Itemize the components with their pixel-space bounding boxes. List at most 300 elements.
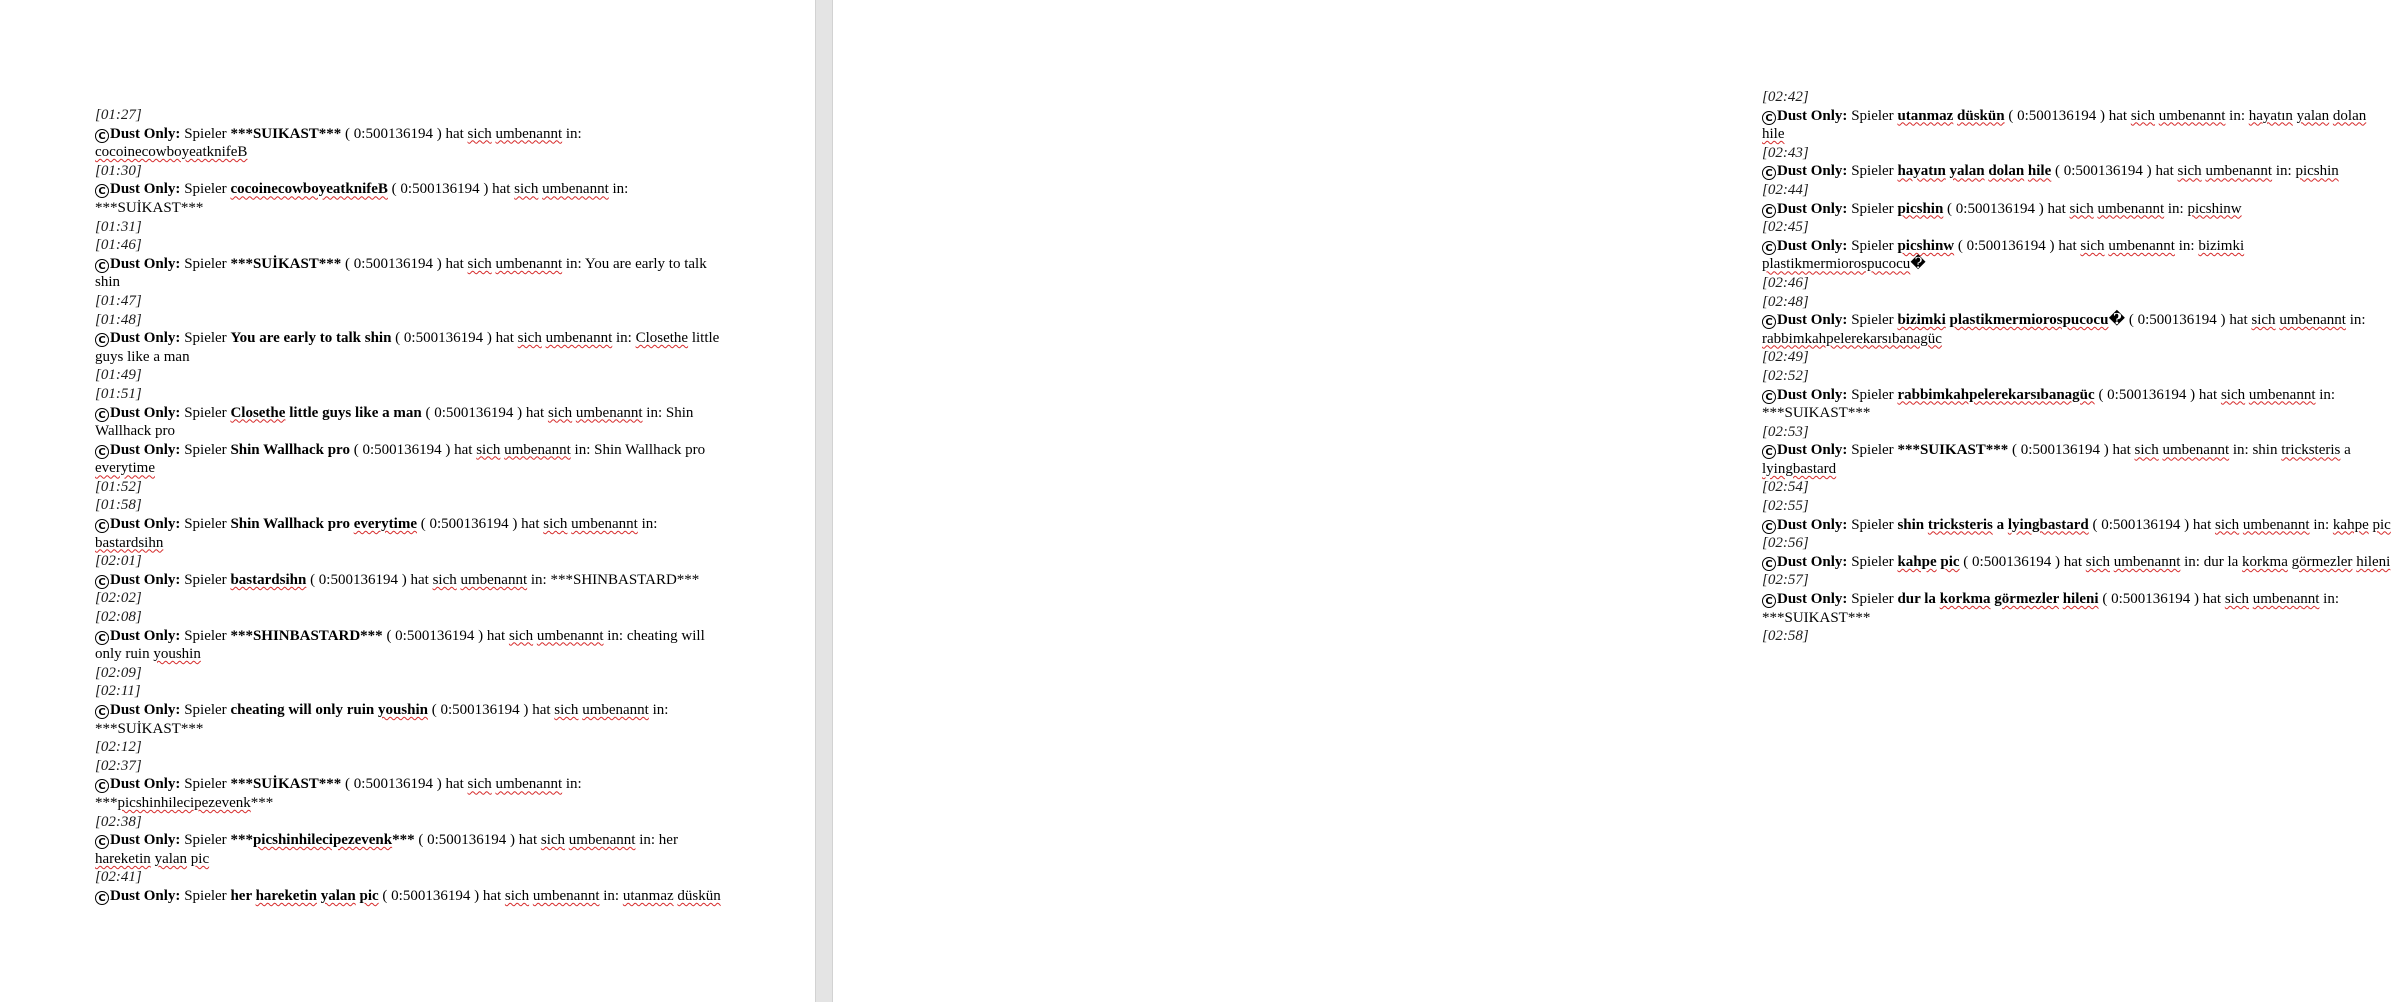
name-text: ***SHINBASTARD*** [230,627,383,644]
misspelled-word: umbenannt [2097,200,2165,217]
misspelled-word: utanmaz [622,887,674,904]
misspelled-word: hile [1762,126,1785,143]
misspelled-word: bastardsihn [95,534,164,551]
player-id: ( 0:500136194 ) [1963,553,2060,570]
misspelled-word: sich [514,181,539,198]
name-text: her [230,887,256,904]
misspelled-word: sich [2220,386,2246,403]
server-label: Dust Only: [1777,200,1848,217]
name-text: � [2108,312,2126,329]
misspelled-word: kahpe [2332,516,2369,533]
log-entry [1762,553,2392,572]
name-text: ***SHINBASTARD*** [550,571,700,588]
player-id: ( 0:500136194 ) [345,125,442,142]
player-word: Spieler [1851,200,1894,217]
name-text: little guys like a man [95,330,720,365]
in-word: in: [565,125,582,142]
verb-word: hat [532,702,551,718]
name-text: Shin Wallhack pro [594,441,706,458]
server-label: Dust Only: [110,255,181,272]
server-label: Dust Only: [1777,591,1848,608]
misspelled-word: umbenannt [2205,163,2273,180]
misspelled-word: umbenannt [542,181,609,198]
log-entry [95,571,725,590]
name-text: shin [1897,516,1928,533]
timestamp: [01:48] [95,311,142,328]
cs-logo-icon: C [1762,557,1776,571]
misspelled-word: utanmaz [1897,107,1954,124]
verb-word: hat [482,887,502,904]
in-word: in: [574,441,591,458]
server-label: Dust Only: [110,330,181,347]
player-word: Spieler [184,181,227,198]
player-word: Spieler [1851,386,1894,403]
cs-logo-icon: C [1762,204,1776,218]
timestamp: [02:56] [1762,535,1809,552]
player-id: ( 0:500136194 ) [1947,200,2044,217]
player-id: ( 0:500136194 ) [310,571,407,588]
verb-word: hat [445,125,464,142]
misspelled-word: umbenannt [2252,591,2320,608]
player-id: ( 0:500136194 ) [2092,516,2190,533]
timestamp: [01:51] [95,385,142,402]
misspelled-word: bizimki [2198,237,2245,254]
log-entry [95,329,725,366]
verb-word: hat [2047,200,2066,217]
server-label: Dust Only: [1777,386,1848,403]
server-label: Dust Only: [1777,163,1848,180]
misspelled-word: hileni [2062,591,2099,608]
verb-word: hat [495,330,514,347]
name-text: ***SUIKAST*** [1897,442,2009,459]
misspelled-word: tricksteris [1927,516,1993,533]
name-text: Shin Wallhack pro [95,404,694,440]
player-word: Spieler [1851,591,1894,608]
player-id: ( 0:500136194 ) [2102,591,2199,608]
log-entry [1762,311,2392,348]
name-text: ***SUİKAST*** [230,776,342,793]
misspelled-word: sich [2214,516,2240,533]
player-id: ( 0:500136194 ) [418,832,516,849]
log-entry [95,627,725,664]
in-word: in: [639,832,656,849]
player-word: Spieler [1851,163,1894,180]
player-id: ( 0:500136194 ) [345,776,442,793]
timestamp: [02:55] [1762,498,1809,515]
verb-word: hat [2112,442,2131,459]
cs-logo-icon: C [95,445,109,459]
misspelled-word: sich [543,516,568,533]
player-id: ( 0:500136194 ) [382,887,480,904]
timestamp: [02:46] [1762,274,1809,291]
server-label: Dust Only: [1777,107,1848,124]
name-text: ***SUIKAST*** [1762,405,1871,422]
misspelled-word: dolan [2332,107,2367,124]
name-text: ***SUİKAST*** [230,255,342,272]
cs-logo-icon: C [95,519,109,533]
log-entry [1762,107,2392,144]
misspelled-word: umbenannt [545,330,613,347]
player-word: Spieler [1851,516,1894,533]
player-word: Spieler [184,125,227,142]
misspelled-word: hareketin [255,887,317,904]
in-word: in: [2313,516,2330,533]
verb-word: hat [525,404,545,421]
timestamp: [01:58] [95,497,142,514]
misspelled-word: umbenannt [568,832,636,849]
misspelled-word: umbenannt [2162,442,2230,459]
cs-logo-icon: C [1762,390,1776,404]
verb-word: hat [486,627,506,644]
misspelled-word: sich [540,832,566,849]
misspelled-word: Closethe [230,404,286,421]
cs-logo-icon: C [1762,445,1776,459]
timestamp: [01:46] [95,237,142,254]
misspelled-word: picshinw [2187,200,2242,217]
timestamp: [02:37] [95,757,142,774]
verb-word: hat [2063,553,2083,570]
timestamp: [02:09] [95,664,142,681]
log-entry [95,404,725,441]
misspelled-word: korkma [1939,591,1991,608]
in-word: in: [2167,200,2184,217]
server-label: Dust Only: [1777,312,1848,329]
name-text: cheating will only ruin [95,627,705,663]
misspelled-word: sich [2080,237,2105,254]
timestamp: [02:52] [1762,367,1809,384]
name-text: dur la [2203,553,2243,570]
player-id: ( 0:500136194 ) [1957,237,2055,254]
server-label: Dust Only: [110,832,181,849]
misspelled-word: umbenannt [532,887,600,904]
misspelled-word: youshin [377,702,429,718]
log-entry [95,255,725,292]
server-label: Dust Only: [110,125,181,142]
misspelled-word: sich [2134,442,2159,459]
in-word: in: [612,181,629,198]
player-word: Spieler [184,404,227,421]
misspelled-word: umbenannt [495,125,563,142]
document-page-left [0,0,815,1002]
misspelled-word: everytime [95,460,155,477]
misspelled-word: Closethe [635,330,689,347]
misspelled-word: umbenannt [2279,312,2346,329]
misspelled-word: yalan [1949,163,1985,180]
cs-logo-icon: C [1762,166,1776,180]
misspelled-word: bastardsihn [230,571,307,588]
misspelled-word: umbenannt [2242,516,2310,533]
in-word: in: [603,887,620,904]
player-word: Spieler [1851,107,1894,124]
player-id: ( 0:500136194 ) [345,255,442,272]
server-label: Dust Only: [110,404,181,421]
player-word: Spieler [184,516,227,533]
verb-word: hat [518,832,538,849]
log-entry [1762,516,2392,535]
log-entry [95,441,725,478]
player-id: ( 0:500136194 ) [431,702,529,718]
timestamp: [02:45] [1762,219,1809,236]
player-word: Spieler [184,702,227,718]
player-id: ( 0:500136194 ) [420,516,518,533]
server-label: Dust Only: [110,516,181,533]
misspelled-word: lyingbastard [1762,460,1837,477]
timestamp: [02:12] [95,739,142,756]
timestamp: [02:38] [95,813,142,830]
name-text: ***SUIKAST*** [230,125,342,142]
log-entry [95,831,725,868]
misspelled-word: bizimki [1897,312,1946,329]
in-word: in: [646,404,663,421]
name-text: ***SUİKAST*** [95,199,204,216]
timestamp: [01:52] [95,478,142,495]
name-text: *** [250,794,274,811]
server-label: Dust Only: [110,702,181,718]
in-word: in: [2323,591,2339,608]
in-word: in: [565,255,582,272]
name-text: little guys like a man [285,404,422,421]
misspelled-word: yalan [154,850,188,867]
log-entry [95,701,725,738]
timestamp: [02:57] [1762,572,1809,589]
misspelled-word: hileni [2356,553,2391,570]
misspelled-word: kahpe [1897,553,1937,570]
chat-log-column-right [1762,88,2392,646]
misspelled-word: yalan [2296,107,2330,124]
misspelled-word: korkma [2242,553,2288,570]
misspelled-word: picshinhilecipezevenk [117,794,251,811]
misspelled-word: picshin [1897,200,1944,217]
cs-logo-icon: C [95,835,109,849]
verb-word: hat [2229,312,2248,329]
log-entry [95,775,725,812]
player-id: ( 0:500136194 ) [425,404,523,421]
misspelled-word: cocoinecowboyeatknifeB [230,181,388,198]
name-text: shin [2252,442,2282,459]
server-label: Dust Only: [1777,237,1848,254]
misspelled-word: sich [508,627,534,644]
player-id: ( 0:500136194 ) [2098,386,2196,403]
log-entry [1762,590,2392,627]
misspelled-word: sich [517,330,542,347]
misspelled-word: picshinhilecipezevenk [252,832,393,849]
player-word: Spieler [184,571,227,588]
timestamp: [02:11] [95,683,141,700]
player-word: Spieler [1851,312,1894,329]
misspelled-word: tricksteris [2281,442,2341,459]
in-word: in: [2178,237,2195,254]
misspelled-word: sich [467,125,492,142]
misspelled-word: hile [2027,163,2052,180]
cs-logo-icon: C [1762,241,1776,255]
verb-word: hat [521,516,540,533]
timestamp: [02:58] [1762,628,1809,645]
server-label: Dust Only: [1777,516,1848,533]
name-text: Shin Wallhack pro [230,441,350,458]
timestamp: [02:41] [95,869,142,886]
name-text: a [2340,442,2351,459]
misspelled-word: umbenannt [495,255,563,272]
server-label: Dust Only: [110,571,181,588]
timestamp: [01:27] [95,107,142,123]
document-page-right [833,0,2391,1002]
verb-word: hat [2058,237,2077,254]
name-text: cheating will only ruin [230,702,378,718]
verb-word: hat [492,181,511,198]
in-word: in: [2319,386,2336,403]
misspelled-word: umbenannt [504,441,571,458]
verb-word: hat [410,571,429,588]
name-text: her [658,832,678,849]
verb-word: hat [454,441,473,458]
log-entry [95,125,725,162]
in-word: in: [565,776,582,793]
cs-logo-icon: C [95,891,109,905]
misspelled-word: düskün [1957,107,2005,124]
misspelled-word: düskün [677,887,721,904]
misspelled-word: picshin [2295,163,2339,180]
misspelled-word: umbenannt [2113,553,2181,570]
player-word: Spieler [1851,442,1894,459]
misspelled-word: sich [504,887,530,904]
timestamp: [01:47] [95,292,142,309]
cs-logo-icon: C [95,779,109,793]
misspelled-word: plastikmermiorospucocu [1762,256,1911,273]
timestamp: [02:43] [1762,144,1809,161]
misspelled-word: cocoinecowboyeatknifeB [95,144,248,161]
in-word: in: [616,330,632,347]
log-entry [1762,162,2392,181]
timestamp: [02:02] [95,590,142,607]
misspelled-word: sich [2130,107,2156,124]
timestamp: [02:49] [1762,349,1809,366]
verb-word: hat [2192,516,2212,533]
misspelled-word: sich [2177,163,2202,180]
player-word: Spieler [184,441,227,458]
misspelled-word: hareketin [95,850,151,867]
page-gutter [815,0,833,1002]
cs-logo-icon: C [95,184,109,198]
name-text: a [1992,516,2008,533]
timestamp: [02:08] [95,609,142,626]
verb-word: hat [2108,107,2128,124]
misspelled-word: umbenannt [575,404,643,421]
timestamp: [01:49] [95,367,142,384]
in-word: in: [607,627,624,644]
misspelled-word: everytime [353,516,417,533]
misspelled-word: umbenannt [571,516,638,533]
player-word: Spieler [184,627,227,644]
misspelled-word: pic [1940,553,1960,570]
misspelled-word: sich [432,571,457,588]
misspelled-word: picshinw [1897,237,1955,254]
name-text: You are early to talk shin [230,330,392,347]
log-entry [95,887,725,906]
timestamp: [02:44] [1762,181,1809,198]
player-word: Spieler [184,832,227,849]
misspelled-word: hayatın [1897,163,1946,180]
timestamp: [02:53] [1762,423,1809,440]
player-word: Spieler [1851,237,1894,254]
misspelled-word: umbenannt [2108,237,2175,254]
misspelled-word: youshin [153,646,201,663]
player-id: ( 0:500136194 ) [391,181,489,198]
verb-word: hat [2198,386,2218,403]
in-word: in: [2349,312,2366,329]
in-word: in: [652,702,669,718]
misspelled-word: sich [467,776,492,793]
cs-logo-icon: C [95,408,109,422]
player-word: Spieler [184,887,227,904]
cs-logo-icon: C [1762,594,1776,608]
log-entry [1762,441,2392,478]
misspelled-word: umbenannt [536,627,604,644]
server-label: Dust Only: [1777,442,1848,459]
misspelled-word: görmezler [1994,591,2059,608]
player-id: ( 0:500136194 ) [2128,312,2226,329]
cs-logo-icon: C [1762,111,1776,125]
misspelled-word: yalan [320,887,356,904]
cs-logo-icon: C [95,259,109,273]
name-text: ***SUIKAST*** [1762,609,1871,626]
misspelled-word: sich [2251,312,2276,329]
server-label: Dust Only: [110,776,181,793]
server-label: Dust Only: [110,181,181,198]
name-text: Shin Wallhack pro [230,516,354,533]
timestamp: [02:48] [1762,293,1809,310]
misspelled-word: pic [190,850,210,867]
player-id: ( 0:500136194 ) [386,627,484,644]
cs-logo-icon: C [1762,315,1776,329]
timestamp: [01:30] [95,162,142,179]
server-label: Dust Only: [1777,553,1848,570]
in-word: in: [2232,442,2249,459]
name-text: � [1910,256,1926,273]
in-word: in: [641,516,658,533]
log-entry [95,515,725,552]
misspelled-word: pic [2372,516,2391,533]
player-id: ( 0:500136194 ) [395,330,492,347]
misspelled-word: rabbimkahpelerekarsıbanagüc [1897,386,2095,403]
player-word: Spieler [1851,553,1894,570]
server-label: Dust Only: [110,887,181,904]
name-text: dur la [1897,591,1940,608]
name-text: *** [95,794,118,811]
timestamp: [02:54] [1762,479,1809,496]
player-id: ( 0:500136194 ) [2008,107,2106,124]
name-text: *** [230,832,253,849]
misspelled-word: lyingbastard [2007,516,2089,533]
misspelled-word: dolan [1988,163,2025,180]
server-label: Dust Only: [110,627,181,644]
verb-word: hat [445,776,464,793]
name-text: ***SUİKAST*** [95,720,204,737]
timestamp: [02:01] [95,553,142,570]
log-entry [95,180,725,217]
misspelled-word: sich [2069,200,2094,217]
misspelled-word: sich [2085,553,2110,570]
misspelled-word: umbenannt [495,776,563,793]
misspelled-word: sich [547,404,573,421]
misspelled-word: sich [2224,591,2249,608]
player-word: Spieler [184,330,227,347]
cs-logo-icon: C [95,631,109,645]
cs-logo-icon: C [95,705,109,719]
verb-word: hat [2202,591,2222,608]
misspelled-word: plastikmermiorospucocu [1949,312,2109,329]
misspelled-word: umbenannt [460,571,528,588]
player-id: ( 0:500136194 ) [2055,163,2152,180]
